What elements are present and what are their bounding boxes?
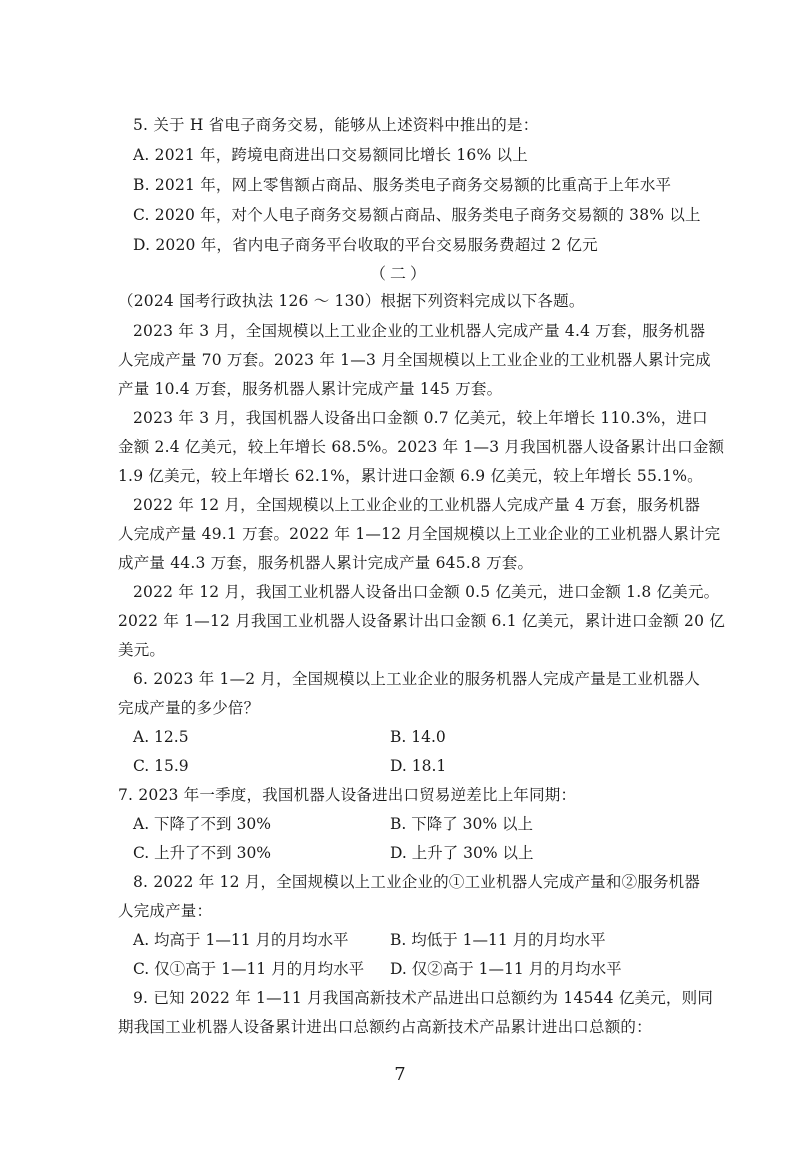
q6-option-d: D. 18.1 (390, 757, 447, 775)
q7-option-b: B. 下降了 30% 以上 (390, 815, 534, 833)
q9-stem-line-1: 9. 已知 2022 年 1—11 月我国高新技术产品进出口总额约为 14544 亿美元，则同 (133, 989, 714, 1007)
section-title: （二） (369, 264, 430, 283)
paragraph-3-line-3: 成产量 44.3 万套，服务机器人累计完成产量 645.8 万套。 (118, 554, 534, 572)
paragraph-4-line-1: 2022 年 12 月，我国工业机器人设备出口金额 0.5 亿美元，进口金额 1.8 亿美元。 (133, 583, 720, 601)
q8-option-a: A. 均高于 1—11 月的月均水平 (133, 931, 349, 949)
q6-option-c: C. 15.9 (133, 757, 189, 775)
q6-option-b: B. 14.0 (390, 728, 446, 746)
q5-option-c: C. 2020 年，对个人电子商务交易额占商品、服务类电子商务交易额的 38% 以上 (133, 206, 701, 224)
paragraph-1-line-1: 2023 年 3 月，全国规模以上工业企业的工业机器人完成产量 4.4 万套，服务机器 (133, 322, 706, 340)
q7-stem: 7. 2023 年一季度，我国机器人设备进出口贸易逆差比上年同期： (118, 786, 577, 804)
q5-stem: 5. 关于 H 省电子商务交易，能够从上述资料中推出的是： (133, 116, 539, 134)
q9-stem-line-2: 期我国工业机器人设备累计进出口总额约占高新技术产品累计进出口总额的： (118, 1018, 652, 1036)
paragraph-1-line-3: 产量 10.4 万套，服务机器人累计完成产量 145 万套。 (118, 380, 503, 398)
paragraph-2-line-2: 金额 2.4 亿美元，较上年增长 68.5%。2023 年 1—3 月我国机器人设备累计出口金额 (118, 438, 725, 456)
q6-option-a: A. 12.5 (133, 728, 189, 746)
q7-option-d: D. 上升了 30% 以上 (390, 844, 534, 862)
section-intro: （2024 国考行政执法 126 ～ 130）根据下列资料完成以下各题。 (118, 292, 585, 310)
q7-option-a: A. 下降了不到 30% (133, 815, 271, 833)
q6-stem-line-2: 完成产量的多少倍？ (118, 699, 260, 717)
paragraph-2-line-1: 2023 年 3 月，我国机器人设备出口金额 0.7 亿美元，较上年增长 110.3%，进口 (133, 409, 708, 427)
paragraph-1-line-2: 人完成产量 70 万套。2023 年 1—3 月全国规模以上工业企业的工业机器人累计完成 (118, 351, 711, 369)
paragraph-3-line-1: 2022 年 12 月，全国规模以上工业企业的工业机器人完成产量 4 万套，服务机器 (133, 496, 701, 514)
q8-option-d: D. 仅②高于 1—11 月的月均水平 (390, 960, 622, 978)
q7-option-c: C. 上升了不到 30% (133, 844, 272, 862)
q8-option-b: B. 均低于 1—11 月的月均水平 (390, 931, 606, 949)
paragraph-4-line-3: 美元。 (118, 641, 166, 659)
paragraph-4-line-2: 2022 年 1—12 月我国工业机器人设备累计出口金额 6.1 亿美元，累计进口金额 20 亿 (118, 612, 725, 630)
q8-stem-line-1: 8. 2022 年 12 月，全国规模以上工业企业的①工业机器人完成产量和②服务机器 (133, 873, 701, 891)
q5-option-a: A. 2021 年，跨境电商进出口交易额同比增长 16% 以上 (133, 146, 528, 164)
q8-option-c: C. 仅①高于 1—11 月的月均水平 (133, 960, 365, 978)
paragraph-3-line-2: 人完成产量 49.1 万套。2022 年 1—12 月全国规模以上工业企业的工业机器人累计完 (118, 525, 721, 543)
paragraph-2-line-3: 1.9 亿美元，较上年增长 62.1%，累计进口金额 6.9 亿美元，较上年增长 55.1%。 (118, 467, 703, 485)
q5-option-d: D. 2020 年，省内电子商务平台收取的平台交易服务费超过 2 亿元 (133, 236, 598, 254)
q8-stem-line-2: 人完成产量： (118, 902, 213, 920)
page-number: 7 (394, 1064, 406, 1085)
q5-option-b: B. 2021 年，网上零售额占商品、服务类电子商务交易额的比重高于上年水平 (133, 176, 672, 194)
q6-stem-line-1: 6. 2023 年 1—2 月，全国规模以上工业企业的服务机器人完成产量是工业机器人 (133, 670, 701, 688)
